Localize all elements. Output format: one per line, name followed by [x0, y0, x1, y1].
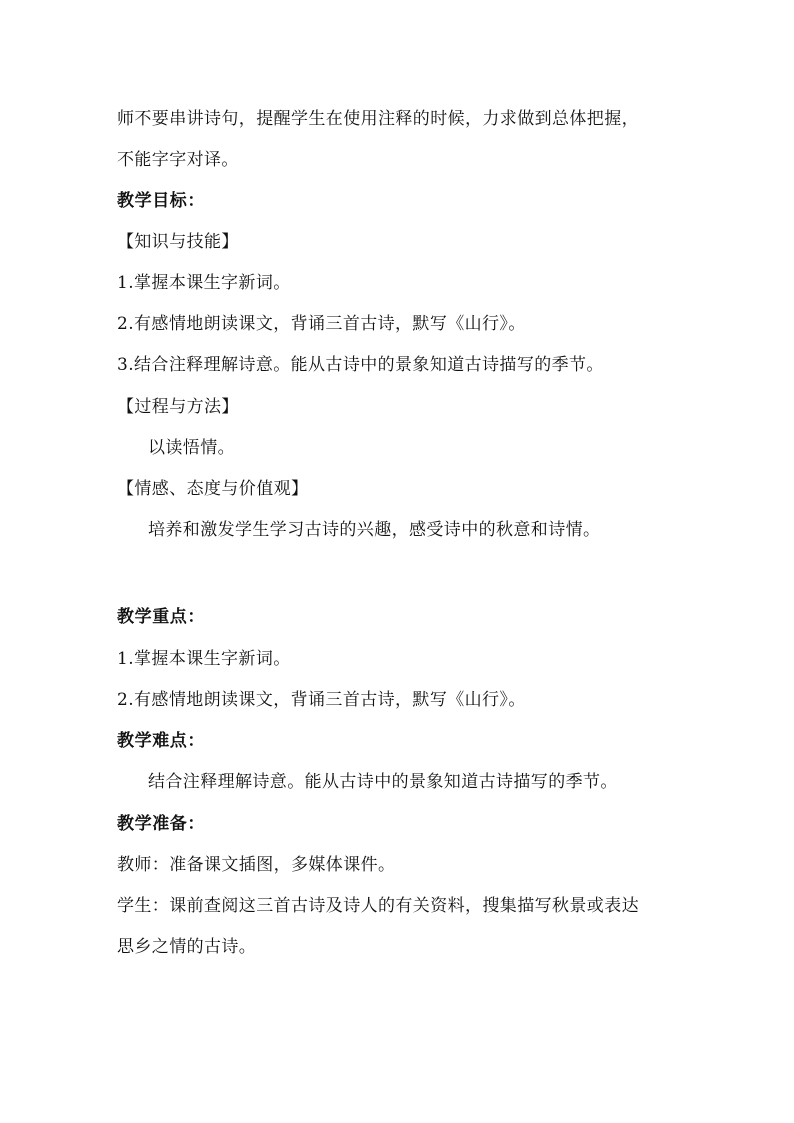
preparation-student-line-2: 思乡之情的古诗。 [117, 937, 257, 957]
knowledge-item-2: 2.有感情地朗读课文，背诵三首古诗，默写《山行》。 [117, 314, 526, 334]
intro-text-line-2: 不能字字对译。 [117, 150, 239, 170]
key-points-heading: 教学重点： [117, 607, 205, 627]
process-method-label: 【过程与方法】 [117, 397, 239, 417]
knowledge-item-1: 1.掌握本课生字新词。 [117, 273, 291, 293]
intro-text-line-1: 师不要串讲诗句，提醒学生在使用注释的时候，力求做到总体把握， [117, 109, 639, 129]
key-point-item-2: 2.有感情地朗读课文，背诵三首古诗，默写《山行》。 [117, 690, 526, 710]
key-point-item-1: 1.掌握本课生字新词。 [117, 649, 291, 669]
preparation-student-line-1: 学生：课前查阅这三首古诗及诗人的有关资料，搜集描写秋景或表达 [117, 896, 639, 916]
knowledge-item-3: 3.结合注释理解诗意。能从古诗中的景象知道古诗描写的季节。 [117, 355, 604, 375]
emotion-values-label: 【情感、态度与价值观】 [117, 479, 309, 499]
difficulties-text: 结合注释理解诗意。能从古诗中的景象知道古诗描写的季节。 [148, 772, 618, 792]
knowledge-skills-label: 【知识与技能】 [117, 232, 239, 252]
difficulties-heading: 教学难点： [117, 731, 205, 751]
objectives-heading: 教学目标： [117, 191, 205, 211]
preparation-heading: 教学准备： [117, 814, 205, 834]
emotion-values-text: 培养和激发学生学习古诗的兴趣，感受诗中的秋意和诗情。 [148, 520, 601, 540]
process-method-text: 以读悟情。 [148, 438, 235, 458]
preparation-teacher: 教师：准备课文插图，多媒体课件。 [117, 855, 396, 875]
